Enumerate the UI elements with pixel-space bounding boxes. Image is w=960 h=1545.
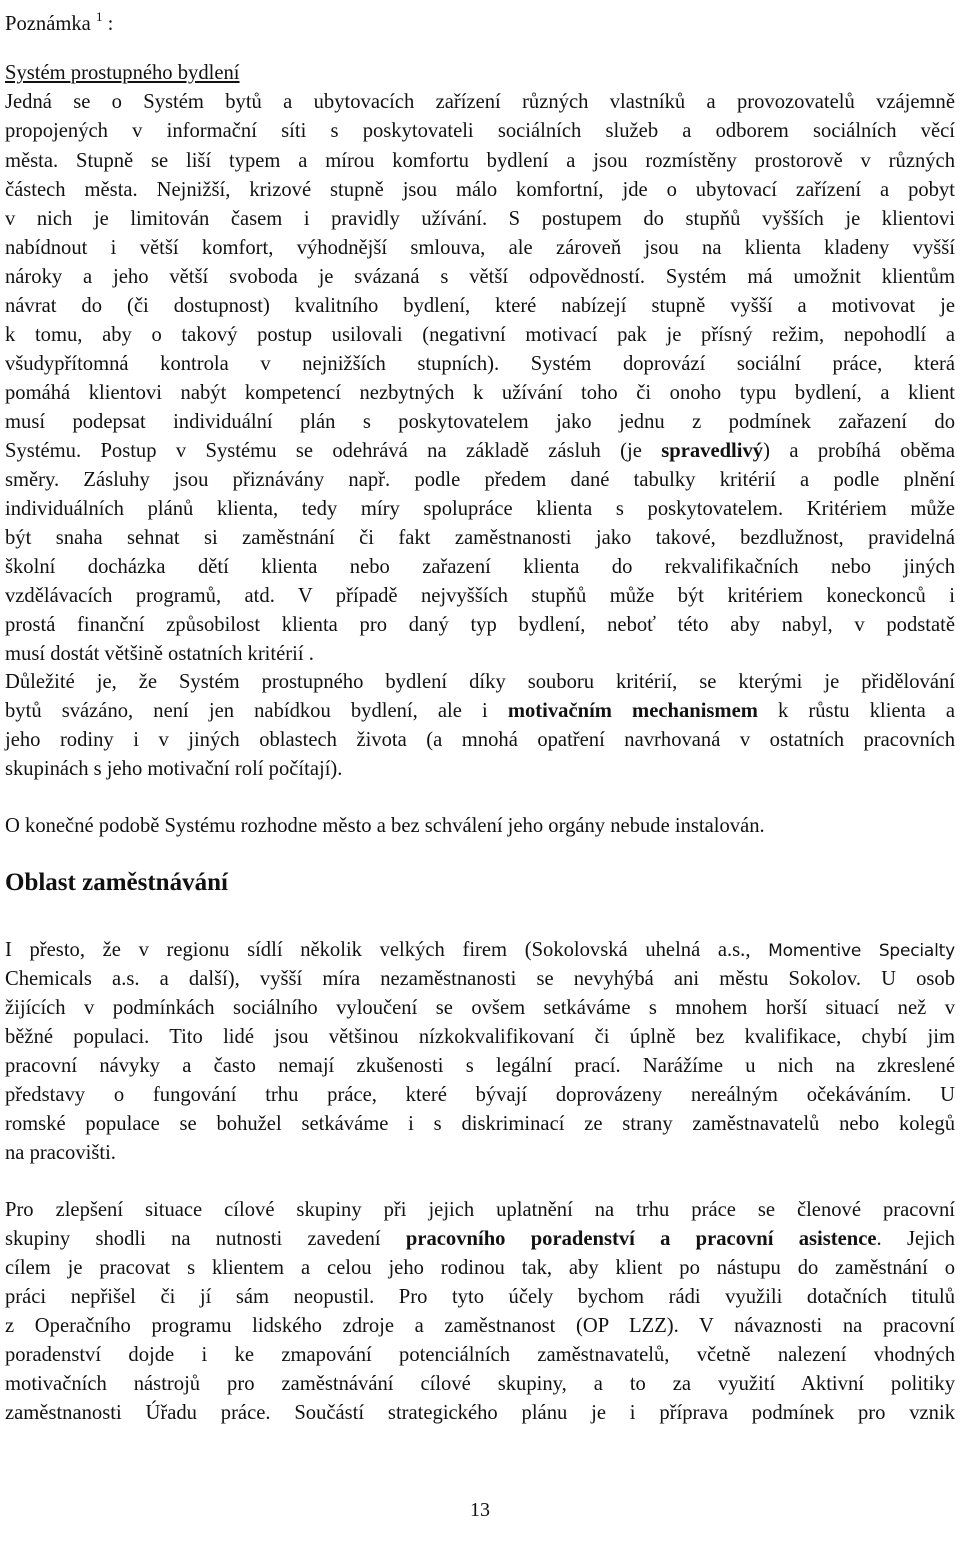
note-colon: : bbox=[107, 13, 114, 35]
text-run: k růstu klienta a bbox=[757, 700, 955, 722]
paragraph-line: propojených v informační síti s poskytovateli sociálních služeb a odborem sociálních věcí bbox=[5, 120, 955, 142]
paragraph-line bbox=[5, 1224, 955, 1254]
paragraph-line: individuálních plánů klienta, tedy míry spolupráce klienta s poskytovatelem. Kritériem může bbox=[5, 498, 955, 520]
paragraph-line bbox=[5, 696, 955, 726]
bold-term-fair: spravedlivý bbox=[661, 440, 764, 462]
paragraph-line bbox=[5, 935, 955, 966]
paragraph-line: musí podepsat individuální plán s poskytovatelem jako jednu z podmínek zařazení do bbox=[5, 411, 955, 433]
paragraph-line: Důležité je, že Systém prostupného bydlení díky souboru kritérií, se kterými je přidělování bbox=[5, 671, 955, 693]
paragraph-line: pomáhá klientovi nabýt kompetencí nezbytných k užívání toho či onoho typu bydlení, a klient bbox=[5, 382, 955, 404]
text-run: I přesto, že v regionu sídlí několik velkých firem (Sokolovská uhelná a.s., bbox=[5, 939, 769, 961]
paragraph-line: všudypřítomná kontrola v nejnižších stupních). Systém doprovází sociální práce, která bbox=[5, 353, 955, 375]
paragraph-line bbox=[5, 436, 955, 466]
paragraph-line: prostá finanční způsobilost klienta pro daný typ bydlení, neboť této aby nabyl, v podstatě bbox=[5, 614, 955, 636]
closing-statement: O konečné podobě Systému rozhodne město a bez schválení jeho orgány nebude instalován. bbox=[5, 815, 765, 837]
paragraph-line: školní docházka dětí klienta nebo zařazení klienta do rekvalifikačních nebo jiných bbox=[5, 556, 955, 578]
paragraph-line: romské populace se bohužel setkáváme i s diskriminací ze strany zaměstnavatelů nebo kolegů bbox=[5, 1113, 955, 1135]
text-run: Systému. Postup v Systému se odehrává na základě zásluh (je bbox=[5, 440, 662, 462]
section-heading-employment: Oblast zaměstnávání bbox=[5, 869, 228, 896]
paragraph-line: nároky a jeho větší svoboda je svázaná s větší odpovědností. Systém má umožnit klientům bbox=[5, 266, 955, 288]
paragraph-line: pracovní návyky a často nemají zkušenosti s legální prací. Narážíme u nich na zkreslené bbox=[5, 1055, 955, 1077]
paragraph-line: být snaha sehnat si zaměstnání či fakt zaměstnanosti jako takové, bezdlužnost, pravidelná bbox=[5, 527, 955, 549]
paragraph-line: musí dostát většině ostatních kritérií . bbox=[5, 643, 314, 665]
paragraph-line: představy o fungování trhu práce, které bývají doprovázeny nereálným očekáváním. U bbox=[5, 1084, 955, 1106]
paragraph-line: poradenství dojde i ke zmapování potenciálních zaměstnavatelů, včetně nalezení vhodných bbox=[5, 1344, 955, 1366]
paragraph-line: Chemicals a.s. a další), vyšší míra nezaměstnanosti se nevyhýbá ani městu Sokolov. U osob bbox=[5, 968, 955, 990]
paragraph-line: Pro zlepšení situace cílové skupiny při jejich uplatnění na trhu práce se členové pracovní bbox=[5, 1199, 955, 1221]
text-run: skupiny shodli na nutnosti zavedení bbox=[5, 1228, 406, 1250]
section-title-housing: Systém prostupného bydlení bbox=[5, 62, 240, 84]
paragraph-line: vzdělávacích programů, atd. V případě nejvyšších stupňů může být kritériem koneckonců i bbox=[5, 585, 955, 607]
paragraph-line: návrat do (či dostupnost) kvalitního bydlení, které nabízejí stupně vyšší a motivovat je bbox=[5, 295, 955, 317]
paragraph-line: běžné populaci. Tito lidé jsou většinou nízkokvalifikovaní či úplně bez kvalifikace, chybí jim bbox=[5, 1026, 955, 1048]
bold-term-motivation: motivačním mechanismem bbox=[507, 700, 758, 722]
paragraph-line: směry. Zásluhy jsou přiznávány např. podle předem dané tabulky kritérií a podle plnění bbox=[5, 469, 955, 491]
paragraph-line: skupinách s jeho motivační rolí počítají). bbox=[5, 758, 343, 780]
paragraph-line: zaměstnanosti Úřadu práce. Součástí strategického plánu je i příprava podmínek pro vznik bbox=[5, 1402, 955, 1424]
paragraph-line: žijících v podmínkách sociálního vyloučení se ovšem setkáváme s mnohem horší situací než v bbox=[5, 997, 955, 1019]
paragraph-line: práci nepřišel či jí sám neopustil. Pro tyto účely bychom rádi využili dotačních titulů bbox=[5, 1286, 955, 1308]
note-label-text: Poznámka bbox=[5, 13, 91, 35]
text-run-sans: Momentive Specialty bbox=[768, 941, 955, 961]
paragraph-line: z Operačního programu lidského zdroje a zaměstnanost (OP LZZ). V návaznosti na pracovní bbox=[5, 1315, 955, 1337]
paragraph-line: jeho rodiny i v jiných oblastech života (a mnohá opatření navrhovaná v ostatních pracovních bbox=[5, 729, 955, 751]
paragraph-line: v nich je limitován časem i pravidly užívání. S postupem do stupňů vyšších je klientovi bbox=[5, 208, 955, 230]
paragraph-line: nabídnout i větší komfort, výhodnější smlouva, ale zároveň jsou na klienta kladeny vyšší bbox=[5, 237, 955, 259]
footnote-number: 1 bbox=[95, 9, 103, 24]
text-run: . Jejich bbox=[876, 1228, 955, 1250]
text-run: bytů svázáno, není jen nabídkou bydlení, ale i bbox=[5, 700, 508, 722]
paragraph-line: k tomu, aby o takový postup usilovali (negativní motivací pak je přísný režim, nepohodlí a bbox=[5, 324, 955, 346]
bold-term-counselling: pracovního poradenství a pracovní asistence bbox=[405, 1228, 877, 1250]
paragraph-line: cílem je pracovat s klientem a celou jeho rodinou tak, aby klient po nástupu do zaměstnání o bbox=[5, 1257, 955, 1279]
page-number: 13 bbox=[470, 1499, 490, 1521]
paragraph-line: města. Stupně se liší typem a mírou komfortu bydlení a jsou rozmístěny prostorově v různých bbox=[5, 150, 955, 172]
paragraph-line: na pracovišti. bbox=[5, 1142, 116, 1164]
paragraph-line: částech města. Nejnižší, krizové stupně jsou málo komfortní, jde o ubytovací zařízení a pobyt bbox=[5, 179, 955, 201]
text-run: ) a probíhá oběma bbox=[763, 440, 955, 462]
paragraph-line: Jedná se o Systém bytů a ubytovacích zařízení různých vlastníků a provozovatelů vzájemně bbox=[5, 91, 955, 113]
paragraph-line: motivačních nástrojů pro zaměstnávání cílové skupiny, a to za využití Aktivní politiky bbox=[5, 1373, 955, 1395]
footnote-label bbox=[5, 2, 955, 39]
